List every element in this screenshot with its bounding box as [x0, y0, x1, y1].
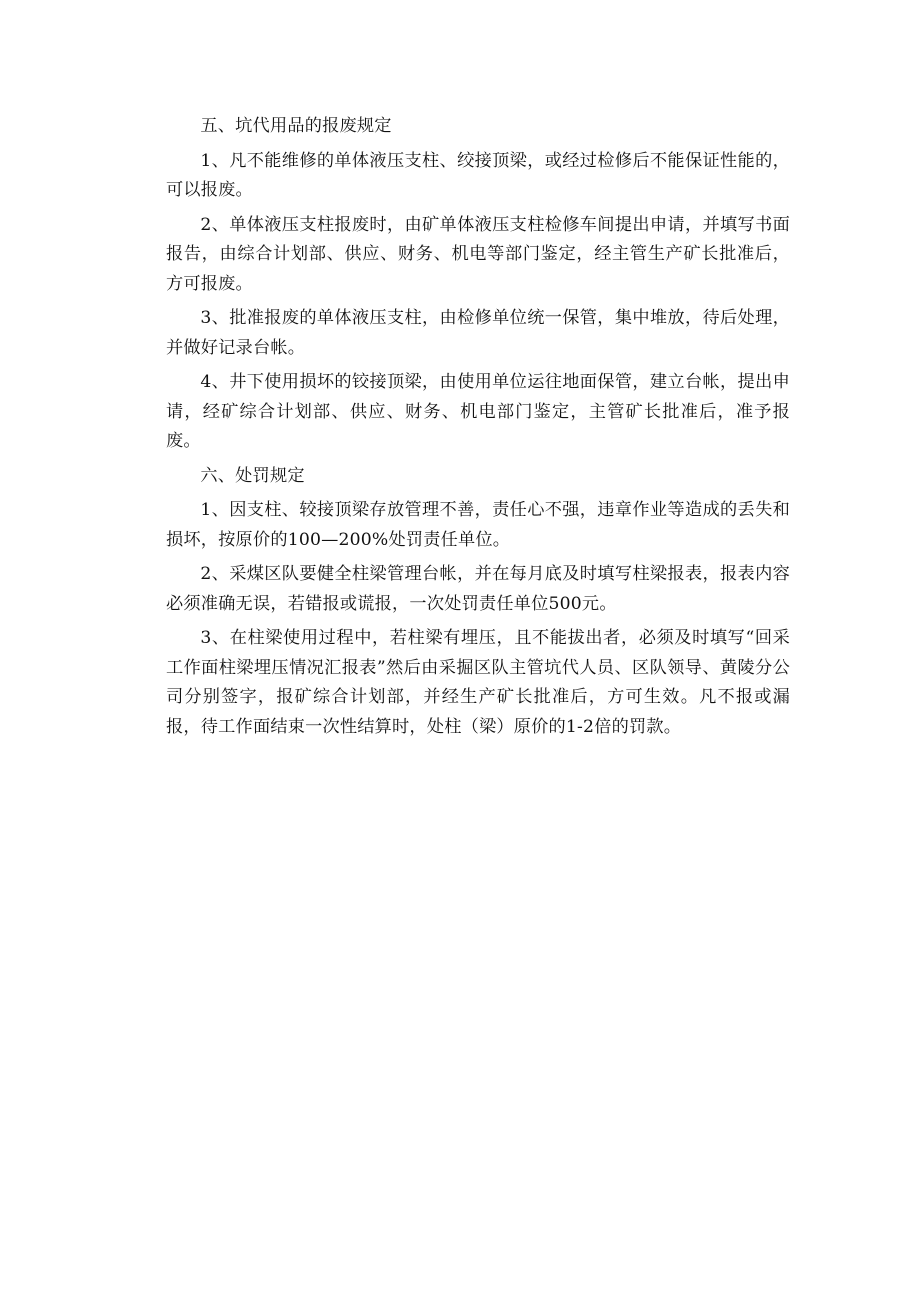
scrapping-rule-3: 3、批准报废的单体液压支柱，由检修单位统一保管，集中堆放，待后处理，并做好记录台帐。 — [166, 308, 790, 358]
document-body — [166, 112, 790, 742]
scrapping-rule-1: 1、凡不能维修的单体液压支柱、绞接顶梁，或经过检修后不能保证性能的，可以报废。 — [166, 150, 790, 200]
scrapping-rule-4: 4、井下使用损坏的铰接顶梁，由使用单位运往地面保管，建立台帐，提出申请，经矿综合计划部、供应、财务、机电部门鉴定，主管矿长批准后，准予报废。 — [166, 372, 790, 451]
penalty-rule-2: 2、采煤区队要健全柱梁管理台帐，并在每月底及时填写柱梁报表，报表内容必须准确无误，若错报或谎报，一次处罚责任单位500元。 — [166, 564, 790, 614]
penalty-rule-1: 1、因支柱、较接顶梁存放管理不善，责任心不强，违章作业等造成的丢失和损坏，按原价的100—200%处罚责任单位。 — [166, 500, 790, 550]
section-heading-scrapping-rules: 五、坑代用品的报废规定 — [200, 116, 392, 136]
scrapping-rule-2: 2、单体液压支柱报废时，由矿单体液压支柱检修车间提出申请，并填写书面报告，由综合计划部、供应、财务、机电等部门鉴定，经主管生产矿长批准后，方可报废。 — [166, 214, 790, 294]
section-heading-penalty-rules: 六、处罚规定 — [200, 465, 305, 486]
penalty-rule-3: 3、在柱梁使用过程中，若柱梁有埋压，且不能拔出者，必须及时填写“回采工作面柱梁埋压情况汇报表”然后由采掘区队主管坑代人员、区队领导、黄陵分公司分别签字，报矿综合计划部，并经生产矿长批准后，方可生效。凡不报或漏报，待工作面结束一次性结算时，处柱（梁）原价的1-2倍的罚款。 — [166, 628, 790, 737]
